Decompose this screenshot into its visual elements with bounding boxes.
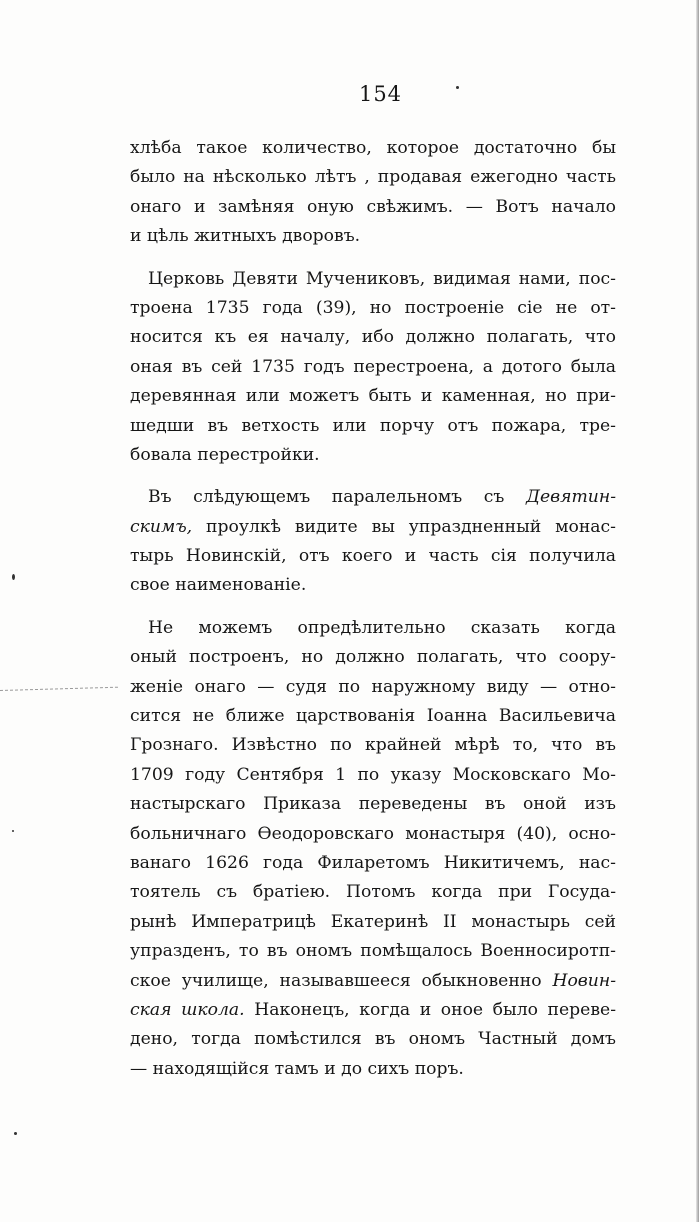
italic-text: Новин- <box>552 970 617 991</box>
body-text <box>130 134 616 1084</box>
text-line <box>130 996 616 1025</box>
text-line: Церковь Девяти Мучениковъ, видимая нами, пос- <box>148 268 616 289</box>
text-line: деревянная или можетъ быть и каменная, но при- <box>130 386 616 407</box>
text-line: дено, тогда помѣстился въ ономъ Частный домъ <box>130 1029 616 1050</box>
text-line: бовала перестройки. <box>130 444 320 465</box>
text-line: сится не ближе царствованія Іоанна Васильевича <box>130 706 616 727</box>
page-number: 154 <box>358 82 403 106</box>
text-line: ванаго 1626 года Филаретомъ Никитичемъ, нас- <box>130 852 616 873</box>
italic-text: ская школа. <box>130 999 245 1020</box>
ink-speck <box>12 830 14 832</box>
text-line: тоятель съ братіею. Потомъ когда при Госуда- <box>130 882 616 903</box>
ink-speck <box>12 574 15 580</box>
text-run: Наконецъ, когда и оное было переве- <box>244 999 617 1020</box>
paragraph-monastery-history <box>130 614 616 1084</box>
text-run: ское училище, называвшееся обыкновенно <box>130 970 542 991</box>
text-line: настырскаго Приказа переведены въ оной изъ <box>130 794 616 815</box>
text-line: — находящійся тамъ и до сихъ поръ. <box>130 1058 464 1079</box>
text-line: Не можемъ опредѣлительно сказать когда <box>148 617 616 638</box>
margin-pencil-mark <box>0 687 118 691</box>
text-line: было на нѣсколько лѣтъ , продавая ежегодно часть <box>130 167 616 188</box>
text-line: шедши въ ветхость или порчу отъ пожара, тре- <box>130 415 616 436</box>
text-line <box>130 967 616 996</box>
paragraph-granaries <box>130 134 616 252</box>
text-line: рынѣ Императрицѣ Екатеринѣ II монастырь сей <box>130 911 616 932</box>
paragraph-novinsky-lane <box>130 483 616 601</box>
text-line: женіе онаго — судя по наружному виду — отно- <box>130 676 616 697</box>
text-line: оный построенъ, но должно полагать, что соору- <box>130 647 616 668</box>
text-line: тырь Новинскій, отъ коего и часть сія получила <box>130 546 616 567</box>
text-line: Грознаго. Извѣстно по крайней мѣрѣ то, что въ <box>130 735 616 756</box>
text-line <box>130 483 616 512</box>
text-line: оная въ сей 1735 годъ перестроена, а дотого была <box>130 356 616 377</box>
text-line: носится къ ея началу, ибо должно полагать, что <box>130 327 616 348</box>
text-line: хлѣба такое количество, которое достаточно бы <box>130 138 616 158</box>
text-line: свое наименованіе. <box>130 575 307 596</box>
text-line <box>130 513 616 542</box>
text-line: больничнаго Ѳеодоровскаго монастыря (40), осно- <box>130 823 616 844</box>
paragraph-church <box>130 265 616 471</box>
text-run: проулкѣ видите вы упраздненный монас- <box>192 516 616 537</box>
text-line: 1709 году Сентября 1 по указу Московскаго Мо- <box>130 764 616 785</box>
text-line: и цѣль житныхъ дворовъ. <box>130 226 361 247</box>
text-line: троена 1735 года (39), но построеніе сіе не от- <box>130 297 616 318</box>
italic-text: Девятин- <box>525 487 617 508</box>
text-run: Въ слѣдующемъ паралельномъ съ <box>148 487 505 508</box>
text-line: онаго и замѣняя оную свѣжимъ. — Вотъ начало <box>130 196 616 217</box>
ink-speck <box>14 1132 17 1135</box>
text-line: упразденъ, то въ ономъ помѣщалось Военносиротп- <box>130 941 616 962</box>
italic-text: скимъ, <box>130 516 193 537</box>
